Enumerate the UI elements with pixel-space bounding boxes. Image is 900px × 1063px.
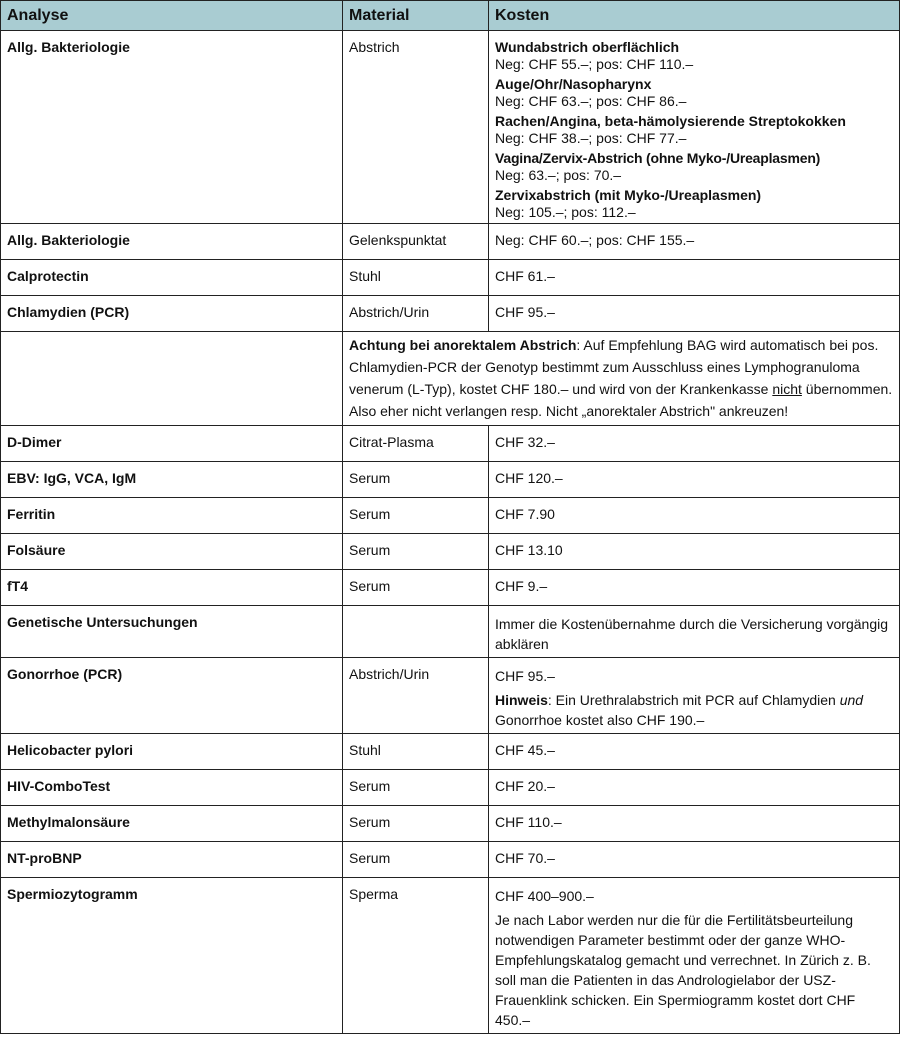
hint-italic: und — [839, 692, 864, 708]
row-material: Abstrich/Urin — [343, 658, 489, 734]
note-empty-cell — [1, 332, 343, 426]
note-row — [1, 332, 900, 426]
row-analyse: NT-proBNP — [1, 842, 343, 878]
cost-entry — [495, 39, 893, 72]
row-analyse: Allg. Bakteriologie — [1, 31, 343, 224]
row-analyse: Gonorrhoe (PCR) — [1, 658, 343, 734]
entry-text: Neg: 105.–; pos: 112.– — [495, 203, 636, 220]
cost-entry — [495, 76, 893, 109]
row-material: Serum — [343, 842, 489, 878]
table-row — [1, 31, 900, 224]
hint-text-2: Gonorrhoe kostet also CHF 190.– — [495, 712, 705, 728]
table-row — [1, 806, 900, 842]
row-kosten: CHF 110.– — [489, 806, 900, 842]
row-material: Serum — [343, 534, 489, 570]
table-row — [1, 426, 900, 462]
header-analyse: Analyse — [1, 1, 343, 31]
entry-text: Neg: CHF 38.–; pos: CHF 77.– — [495, 129, 687, 146]
row-analyse: Genetische Untersuchungen — [1, 606, 343, 658]
row-analyse: Calprotectin — [1, 260, 343, 296]
table-row — [1, 570, 900, 606]
entry-text: Neg: CHF 63.–; pos: CHF 86.– — [495, 92, 687, 109]
kosten-text: Je nach Labor werden nur die für die Fertilitätsbeurteilung notwendigen Parameter bestimmt oder der ganze WHO-Empfehlungskatalog gemacht und verrechnet. In Zürich z. B. soll man die Patienten in das Andrologielabor der USZ-Frauenklink schicken. Ein Spermiogramm kostet dort CHF 450.– — [495, 912, 871, 1028]
row-kosten: CHF 70.– — [489, 842, 900, 878]
hint-text-1: : Ein Urethralabstrich mit PCR auf Chlamydien — [547, 692, 840, 708]
row-analyse: D-Dimer — [1, 426, 343, 462]
row-analyse: HIV-ComboTest — [1, 770, 343, 806]
table-row — [1, 462, 900, 498]
row-kosten: CHF 32.– — [489, 426, 900, 462]
row-material: Stuhl — [343, 734, 489, 770]
entry-text: Neg: CHF 55.–; pos: CHF 110.– — [495, 55, 694, 72]
row-kosten — [489, 31, 900, 224]
table-row — [1, 296, 900, 332]
row-kosten: CHF 120.– — [489, 462, 900, 498]
row-material: Stuhl — [343, 260, 489, 296]
row-material: Serum — [343, 770, 489, 806]
entry-title: Wundabstrich oberflächlich — [495, 39, 680, 55]
row-material: Serum — [343, 570, 489, 606]
table-row — [1, 658, 900, 734]
row-material: Gelenkspunktat — [343, 224, 489, 260]
row-material: Citrat-Plasma — [343, 426, 489, 462]
row-kosten: CHF 95.– — [489, 296, 900, 332]
row-analyse: fT4 — [1, 570, 343, 606]
row-analyse: Chlamydien (PCR) — [1, 296, 343, 332]
row-analyse: Helicobacter pylori — [1, 734, 343, 770]
table-row — [1, 770, 900, 806]
row-material: Serum — [343, 462, 489, 498]
table-row — [1, 534, 900, 570]
row-kosten: CHF 7.90 — [489, 498, 900, 534]
row-kosten — [489, 606, 900, 658]
hint-bold: Hinweis — [495, 692, 548, 708]
row-kosten: CHF 20.– — [489, 770, 900, 806]
cost-entry — [495, 113, 893, 146]
row-material: Serum — [343, 806, 489, 842]
row-material — [343, 606, 489, 658]
row-kosten — [489, 658, 900, 734]
row-analyse: Folsäure — [1, 534, 343, 570]
table-row — [1, 842, 900, 878]
note-underlined: nicht — [772, 381, 802, 397]
cost-entry — [495, 150, 893, 183]
row-material: Serum — [343, 498, 489, 534]
row-kosten: CHF 13.10 — [489, 534, 900, 570]
header-kosten: Kosten — [489, 1, 900, 31]
row-material: Abstrich — [343, 31, 489, 224]
kosten-text: Immer die Kostenübernahme durch die Versicherung vorgängig abklären — [495, 616, 889, 652]
row-analyse: Allg. Bakteriologie — [1, 224, 343, 260]
header-material: Material — [343, 1, 489, 31]
row-kosten: CHF 45.– — [489, 734, 900, 770]
entry-title: Auge/Ohr/Nasopharynx — [495, 76, 652, 92]
note-cell — [343, 332, 900, 426]
row-kosten: CHF 61.– — [489, 260, 900, 296]
table-row — [1, 224, 900, 260]
row-analyse: EBV: IgG, VCA, IgM — [1, 462, 343, 498]
note-bold: Achtung bei anorektalem Abstrich — [349, 337, 577, 353]
note-text-2: übernommen. Also eher nicht verlangen resp. Nicht „anorektaler Abstrich" ankreuzen! — [349, 381, 893, 419]
row-kosten: CHF 9.– — [489, 570, 900, 606]
table-row — [1, 606, 900, 658]
kosten-price: CHF 400–900.– — [495, 888, 594, 904]
entry-title: Vagina/Zervix-Abstrich (ohne Myko-/Ureaplasmen) — [495, 150, 821, 166]
table-row — [1, 260, 900, 296]
entry-title: Zervixabstrich (mit Myko-/Ureaplasmen) — [495, 187, 762, 203]
table-row — [1, 498, 900, 534]
note-text-1: : Auf Empfehlung BAG wird automatisch bei pos. Chlamydien-PCR der Genotyp bestimmt zum Ausschluss eines Lymphogranuloma venerum (L-Typ), kostet CHF 180.– und wird von der Krankenkasse — [349, 337, 879, 397]
entry-title: Rachen/Angina, beta-hämolysierende Streptokokken — [495, 113, 846, 129]
entry-text: Neg: 63.–; pos: 70.– — [495, 166, 622, 183]
cost-entry — [495, 187, 893, 220]
header-row — [1, 1, 900, 31]
row-kosten — [489, 878, 900, 1034]
row-kosten: Neg: CHF 60.–; pos: CHF 155.– — [489, 224, 900, 260]
row-analyse: Methylmalonsäure — [1, 806, 343, 842]
table-row — [1, 878, 900, 1034]
table-row — [1, 734, 900, 770]
row-material: Sperma — [343, 878, 489, 1034]
row-analyse: Spermiozytogramm — [1, 878, 343, 1034]
kosten-hint — [495, 690, 893, 730]
row-analyse: Ferritin — [1, 498, 343, 534]
row-material: Abstrich/Urin — [343, 296, 489, 332]
kosten-price: CHF 95.– — [495, 668, 555, 684]
